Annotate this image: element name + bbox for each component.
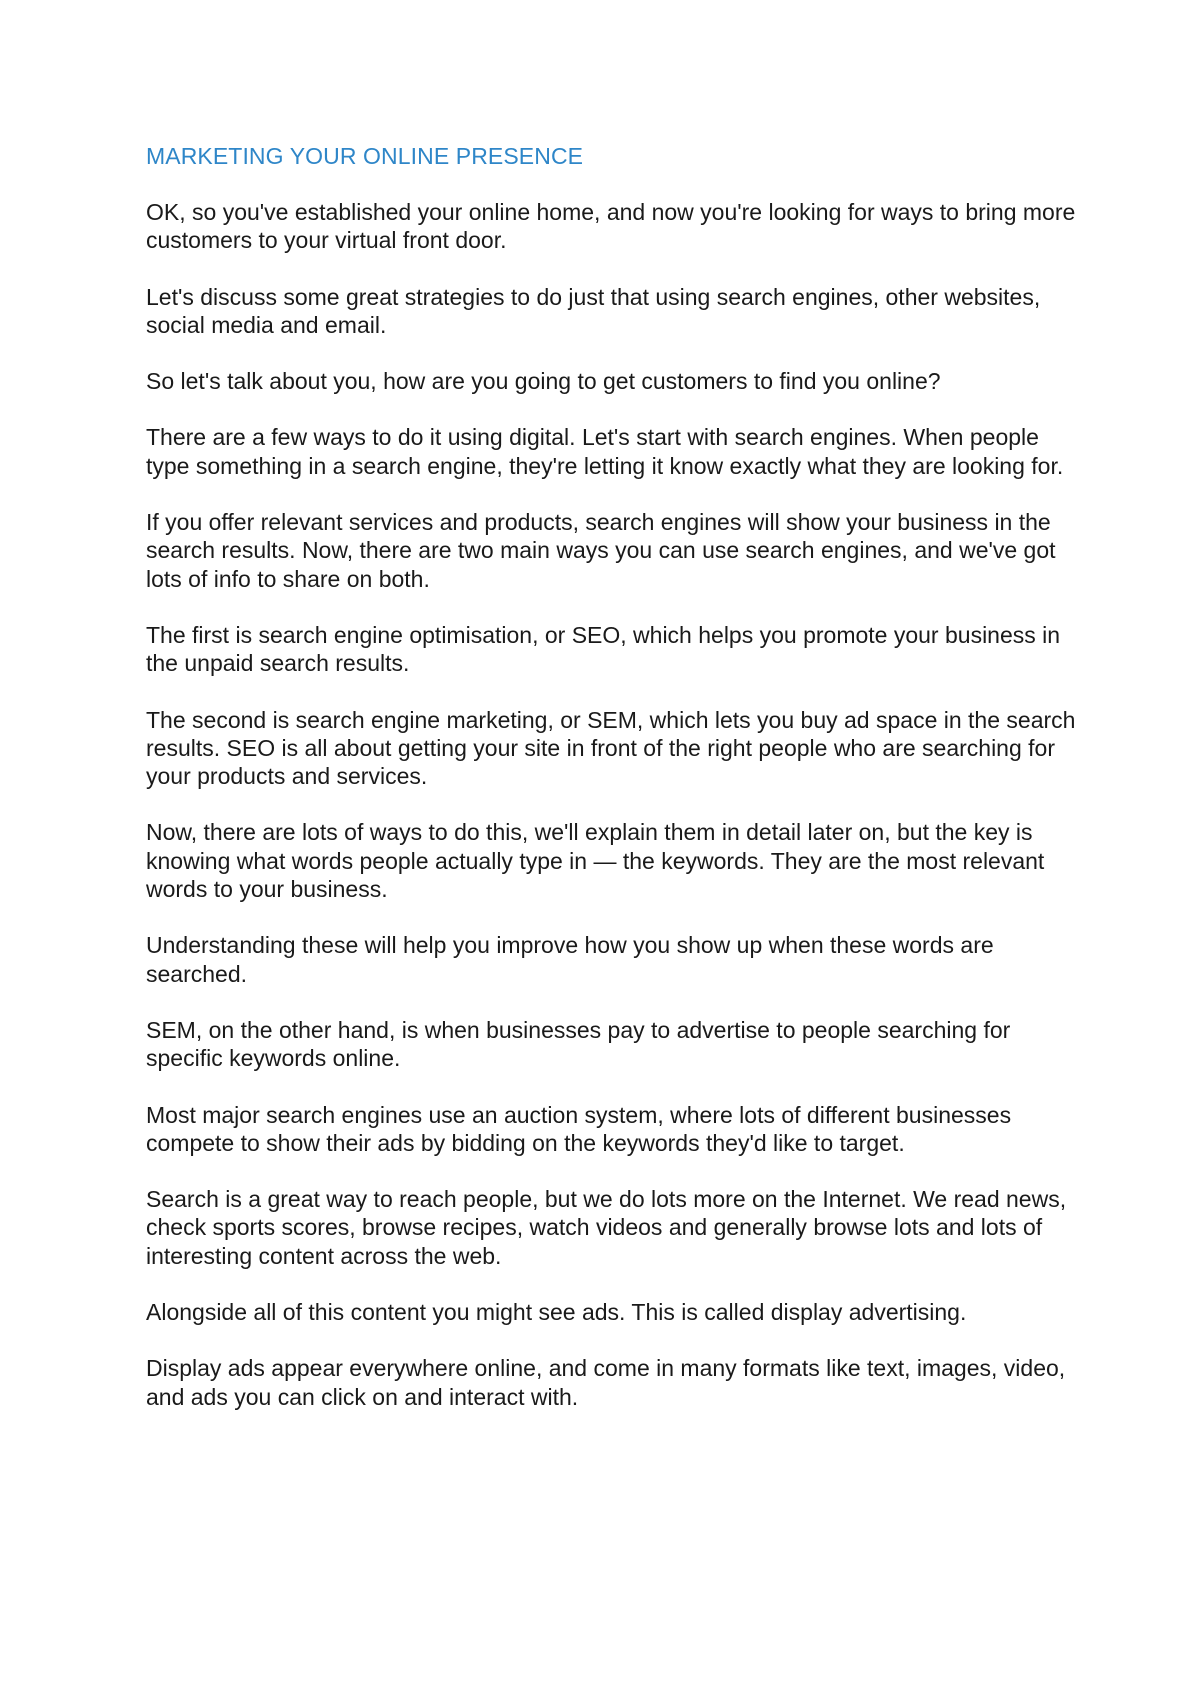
paragraph: OK, so you've established your online home, and now you're looking for ways to bring more customers to your virtual front door.: [146, 199, 1076, 254]
paragraph: Search is a great way to reach people, but we do lots more on the Internet. We read news, check sports scores, browse recipes, watch videos and generally browse lots and lots of interesting content across the web.: [146, 1186, 1067, 1269]
document-heading: MARKETING YOUR ONLINE PRESENCE: [146, 143, 584, 169]
paragraph: Understanding these will help you improve how you show up when these words are searched.: [146, 932, 994, 987]
paragraph: There are a few ways to do it using digital. Let's start with search engines. When people type something in a search engine, they're letting it know exactly what they are looking for.: [146, 424, 1064, 479]
document-page: [146, 142, 1076, 1411]
paragraph: Now, there are lots of ways to do this, we'll explain them in detail later on, but the key is knowing what words people actually type in — the keywords. They are the most relevant words to your business.: [146, 819, 1045, 903]
paragraph: Most major search engines use an auction system, where lots of different businesses compete to show their ads by bidding on the keywords they'd like to target.: [146, 1101, 1012, 1156]
paragraph: The first is search engine optimisation, or SEO, which helps you promote your business in the unpaid search results.: [146, 621, 1061, 677]
paragraph: Let's discuss some great strategies to do just that using search engines, other websites, social media and email.: [146, 283, 1041, 338]
paragraph: Display ads appear everywhere online, and come in many formats like text, images, video, and ads you can click on and interact with.: [146, 1355, 1066, 1410]
paragraph: Alongside all of this content you might see ads. This is called display advertising.: [146, 1299, 967, 1326]
paragraph: If you offer relevant services and products, search engines will show your business in the search results. Now, there are two main ways you can use search engines, and we've got lots of info to share on both.: [146, 509, 1056, 592]
paragraph: SEM, on the other hand, is when businesses pay to advertise to people searching for specific keywords online.: [146, 1016, 1011, 1072]
paragraph: The second is search engine marketing, or SEM, which lets you buy ad space in the search results. SEO is all about getting your site in front of the right people who are searching for your products and services.: [146, 706, 1076, 790]
paragraph: So let's talk about you, how are you going to get customers to find you online?: [146, 368, 941, 395]
document-body: [146, 198, 1076, 1411]
